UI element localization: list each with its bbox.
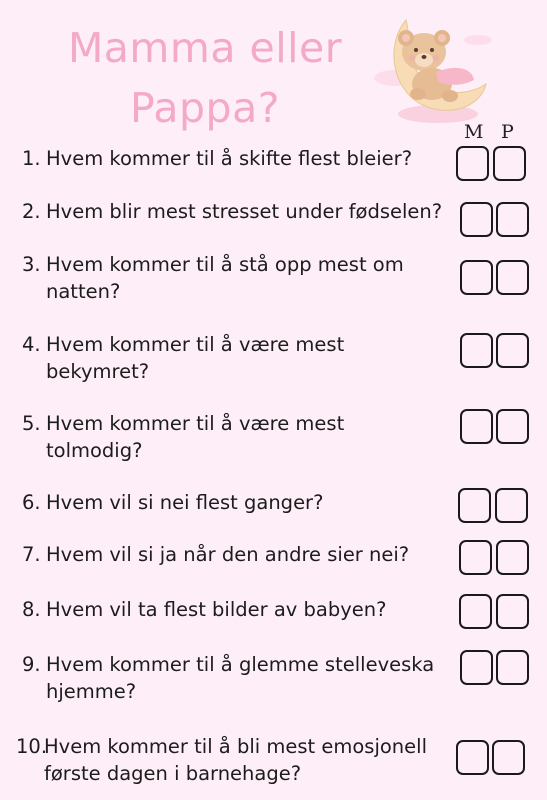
answer-box-p[interactable]: [496, 650, 529, 685]
question-text: Hvem kommer til å glemme stelleveska hjemme?: [46, 653, 435, 703]
answer-box-m[interactable]: [459, 594, 492, 629]
page-title-line-2: Pappa?: [130, 84, 280, 132]
question-text: Hvem kommer til å bli mest emosjonell første dagen i barnehage?: [44, 735, 427, 785]
question-number: 3.: [22, 253, 41, 276]
column-header-p: P: [501, 121, 514, 143]
question-text: Hvem kommer til å stå opp mest om natten?: [46, 253, 404, 303]
question-number: 2.: [22, 200, 41, 223]
question-text: Hvem kommer til å skifte flest bleier?: [46, 147, 413, 170]
page-title: [0, 18, 410, 138]
answer-box-p[interactable]: [496, 409, 529, 444]
question-number: 10.: [16, 735, 48, 758]
question-number: 6.: [22, 491, 41, 514]
answer-box-m[interactable]: [460, 333, 493, 368]
answer-box-p[interactable]: [495, 488, 528, 523]
answer-box-m[interactable]: [460, 202, 493, 237]
question-number: 8.: [22, 598, 41, 621]
answer-box-p[interactable]: [496, 333, 529, 368]
question-number: 4.: [22, 333, 41, 356]
answer-box-p[interactable]: [496, 202, 529, 237]
answer-box-m[interactable]: [458, 488, 491, 523]
answer-box-p[interactable]: [492, 740, 525, 775]
answer-box-p[interactable]: [496, 594, 529, 629]
question-text: Hvem kommer til å være mest tolmodig?: [46, 412, 345, 462]
answer-box-p[interactable]: [496, 260, 529, 295]
question-text: Hvem vil si ja når den andre sier nei?: [46, 543, 410, 566]
question-number: 9.: [22, 653, 41, 676]
answer-box-m[interactable]: [460, 650, 493, 685]
answer-box-m[interactable]: [460, 409, 493, 444]
question-number: 5.: [22, 412, 41, 435]
question-number: 7.: [22, 543, 41, 566]
teddy-bear-on-moon-icon: [366, 6, 496, 130]
answer-box-m[interactable]: [456, 146, 489, 181]
page-title-line-1: Mamma eller: [67, 24, 343, 72]
question-number: 1.: [22, 147, 41, 170]
answer-box-m[interactable]: [456, 740, 489, 775]
column-header-m: M: [464, 121, 484, 143]
question-text: Hvem kommer til å være mest bekymret?: [46, 333, 345, 383]
question-text: Hvem vil ta flest bilder av babyen?: [46, 598, 387, 621]
answer-box-p[interactable]: [496, 540, 529, 575]
answer-box-m[interactable]: [460, 260, 493, 295]
question-text: Hvem blir mest stresset under fødselen?: [46, 200, 443, 223]
question-text: Hvem vil si nei flest ganger?: [46, 491, 324, 514]
answer-box-p[interactable]: [493, 146, 526, 181]
answer-box-m[interactable]: [459, 540, 492, 575]
